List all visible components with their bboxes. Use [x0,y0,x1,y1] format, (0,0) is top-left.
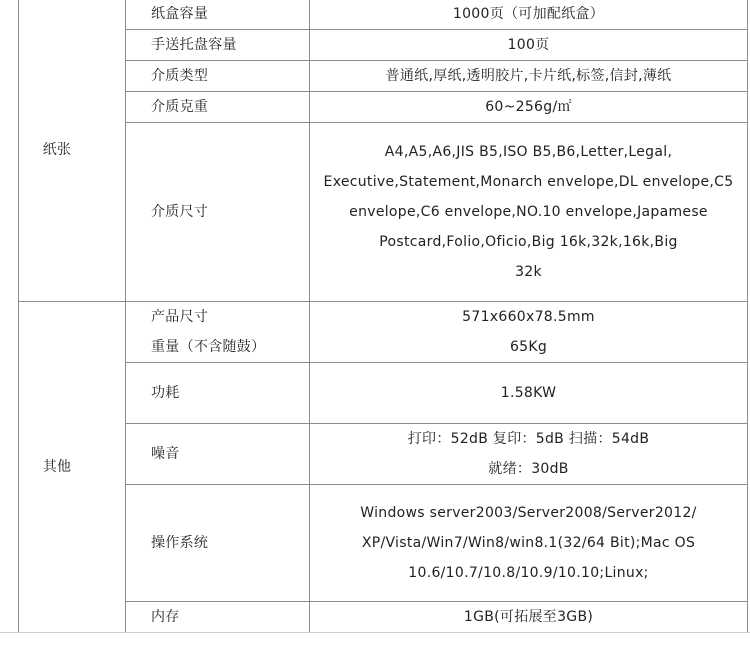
group-label-paper: 纸张 [19,0,126,302]
spec-value-line: 65Kg [509,339,548,355]
spec-value: 1.58KW [310,363,748,424]
spec-value: 1000页（可加配纸盒） [310,0,748,30]
spec-label: 纸盒容量 [126,0,310,30]
spec-label: 介质尺寸 [126,123,310,302]
spec-label-line: 重量（不含随鼓） [151,339,266,355]
group-label-other: 其他 [19,302,126,633]
spec-row-manual-tray [19,30,748,61]
spec-value-line: Windows server2003/Server2008/Server2012/ [360,505,697,521]
spec-row-os [19,485,748,602]
spec-value: 60~256g/㎡ [310,92,748,123]
spec-label: 介质克重 [126,92,310,123]
spec-value-line: 就绪：30dB [488,461,569,477]
spec-label: 操作系统 [126,485,310,602]
spec-label: 内存 [126,602,310,633]
spec-value-line: 571x660x78.5mm [462,309,595,325]
spec-label: 手送托盘容量 [126,30,310,61]
spec-value-line: A4,A5,A6,JIS B5,ISO B5,B6,Letter,Legal, [384,144,673,160]
spec-value-line: 10.6/10.7/10.8/10.9/10.10;Linux; [408,565,649,581]
spec-value [310,424,748,485]
spec-row-media-weight [19,92,748,123]
spec-row-dimensions-weight [19,302,748,363]
spec-label: 介质类型 [126,61,310,92]
spec-label: 功耗 [126,363,310,424]
spec-value-line: envelope,C6 envelope,NO.10 envelope,Japamese [349,204,708,220]
spec-value-line: 打印：52dB 复印：5dB 扫描：54dB [407,431,650,447]
spec-table [18,0,748,633]
spec-row-media-type [19,61,748,92]
spec-value [310,485,748,602]
spec-label [126,302,310,363]
spec-value-line: Postcard,Folio,Oficio,Big 16k,32k,16k,Big [379,234,678,250]
spec-row-memory [19,602,748,633]
spec-label-line: 产品尺寸 [151,309,209,325]
bottom-divider [0,632,750,633]
spec-label: 噪音 [126,424,310,485]
spec-value: 1GB(可拓展至3GB) [310,602,748,633]
spec-value: 普通纸,厚纸,透明胶片,卡片纸,标签,信封,薄纸 [310,61,748,92]
spec-row-power [19,363,748,424]
spec-value-line: Executive,Statement,Monarch envelope,DL envelope,C5 [323,174,734,190]
spec-row-noise [19,424,748,485]
spec-value-line: XP/Vista/Win7/Win8/win8.1(32/64 Bit);Mac OS [361,535,696,551]
spec-value [310,302,748,363]
spec-value [310,123,748,302]
spec-value: 100页 [310,30,748,61]
spec-row-tray-capacity [19,0,748,30]
spec-row-media-size [19,123,748,302]
spec-value-line: 32k [515,264,542,280]
